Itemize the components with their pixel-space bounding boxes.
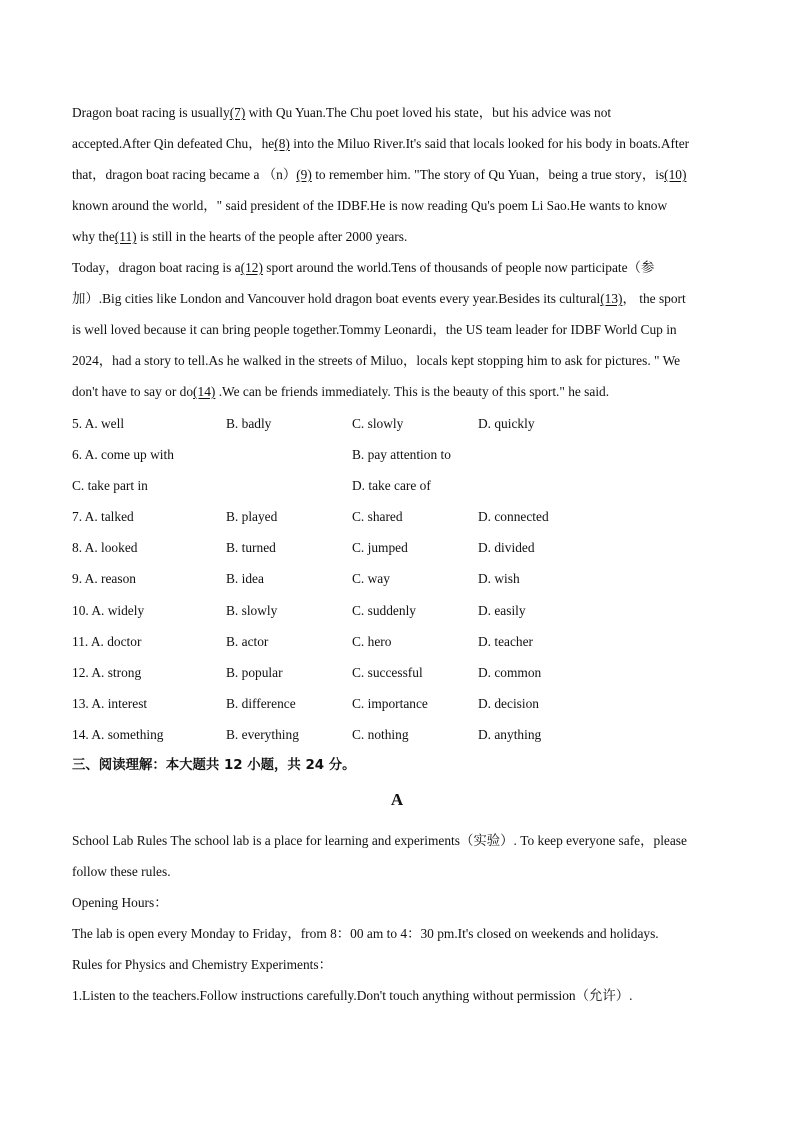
option-choice: B. everything [226,726,299,742]
option-choice: C. way [352,571,390,587]
option-choice: 12. A. strong [72,664,142,680]
option-row [72,595,722,626]
reading-passage-a [72,825,732,1011]
option-choice: D. connected [478,509,549,525]
blank-number: (10) [664,167,687,182]
passage-line [72,128,722,159]
passage-line [72,283,722,314]
option-choice: 5. A. well [72,416,125,431]
blank-number: (9) [296,167,312,182]
passage-text: 2024，had a story to tell.As he walked in the streets of Miluo，locals kept stopping him to ask for pictures. " We [72,353,681,368]
option-row [72,439,722,470]
option-choice: D. teacher [478,633,534,649]
option-choice: 14. A. something [72,726,164,742]
passage-text: known around the world，" said president of the IDBF.He is now reading Qu's poem Li Sao.He wants to know [72,198,668,213]
passage-text: sport around the world.Tens of thousands of people now participate（参 [262,260,655,275]
passage-line [72,252,722,283]
option-choice: B. badly [226,416,272,431]
passage-text: don't have to say or do [72,384,194,399]
reading-line: follow these rules. [72,864,171,879]
passage-line [72,159,722,190]
option-choice: B. played [226,509,278,525]
passage-text: into the Miluo River.It's said that locals looked for his body in boats.After [289,136,690,151]
passage-text: that，dragon boat racing became a （n） [72,167,297,182]
option-choice: B. popular [226,664,283,680]
passage-line [72,221,722,252]
option-choice: B. slowly [226,602,278,618]
passage-line [72,190,722,221]
option-choice: D. quickly [478,416,535,431]
option-choice: C. shared [352,509,403,525]
option-choice: 6. A. come up with [72,447,174,463]
option-choice: 13. A. interest [72,695,148,711]
option-choice: C. take part in [72,478,148,494]
passage-line [72,314,722,345]
option-choice: 9. A. reason [72,571,136,587]
reading-line: Opening Hours： [72,895,168,910]
option-row [72,532,722,563]
option-choice: 8. A. looked [72,540,138,556]
blank-number: (12) [240,260,263,275]
blank-number: (14) [193,384,216,399]
option-choice: 10. A. widely [72,602,145,618]
option-row [72,719,722,750]
option-choice: D. wish [478,571,520,587]
passage-text: 加）.Big cities like London and Vancouver hold dragon boat events every year.Besides its cultural [72,291,601,306]
passage-line [72,345,722,376]
option-choice: C. hero [352,633,392,649]
option-choice: C. slowly [352,416,404,431]
option-row [72,657,722,688]
passage-text: is still in the hearts of the people after 2000 years. [136,229,408,244]
option-choice: D. anything [478,726,542,742]
option-row [72,688,722,719]
reading-line: 1.Listen to the teachers.Follow instructions carefully.Don't touch anything without permission（允许）. [72,988,633,1003]
passage-line [72,376,722,407]
passage-letter: A [390,790,404,809]
blank-number: (8) [274,136,290,151]
option-choice: B. pay attention to [352,447,451,463]
blank-number: (7) [229,105,246,120]
option-choice: 11. A. doctor [72,633,142,649]
option-row [72,501,722,532]
option-row [72,408,722,439]
option-choice: D. take care of [352,478,431,494]
option-choice: B. actor [226,633,269,649]
option-choice: C. importance [352,695,428,711]
passage-text: with Qu Yuan.The Chu poet loved his state，but his advice was not [245,105,612,120]
passage-text: why the [72,229,115,244]
passage-text: to remember him. "The story of Qu Yuan，being a true story，is [311,167,665,182]
option-list [72,408,722,750]
passage-line [72,97,722,128]
section-heading: 三、阅读理解：本大题共 12 小题，共 24 分。 [72,758,356,773]
passage-text: accepted.After Qin defeated Chu，he [72,136,275,151]
reading-line: The lab is open every Monday to Friday，from 8：00 am to 4：30 pm.It's closed on weekends and holidays. [72,926,659,941]
option-choice: 7. A. talked [72,509,134,525]
option-choice: B. difference [226,695,296,711]
passage-text: Today，dragon boat racing is a [72,260,241,275]
passage-text: Dragon boat racing is usually [72,105,230,120]
passage-text: is well loved because it can bring people together.Tommy Leonardi，the US team leader for IDBF World Cup in [72,322,677,337]
option-choice: D. easily [478,602,526,618]
option-choice: B. idea [226,571,264,587]
blank-number: (13) [600,291,623,306]
option-choice: C. nothing [352,726,409,742]
option-choice: C. suddenly [352,602,416,618]
option-choice: C. jumped [352,540,408,556]
option-row [72,470,722,501]
option-choice: D. divided [478,540,535,556]
option-choice: D. common [478,664,542,680]
option-choice: C. successful [352,664,423,680]
option-row [72,626,722,657]
passage-text: .We can be friends immediately. This is the beauty of this sport." he said. [215,384,610,399]
passage-text: ， the sport [622,291,686,306]
reading-line: Rules for Physics and Chemistry Experiments： [72,957,332,972]
option-row [72,563,722,594]
option-choice: B. turned [226,540,276,556]
reading-line: School Lab Rules The school lab is a place for learning and experiments（实验）. To keep everyone safe，please [72,833,687,848]
blank-number: (11) [114,229,137,244]
cloze-passage [72,97,722,407]
option-choice: D. decision [478,695,539,711]
